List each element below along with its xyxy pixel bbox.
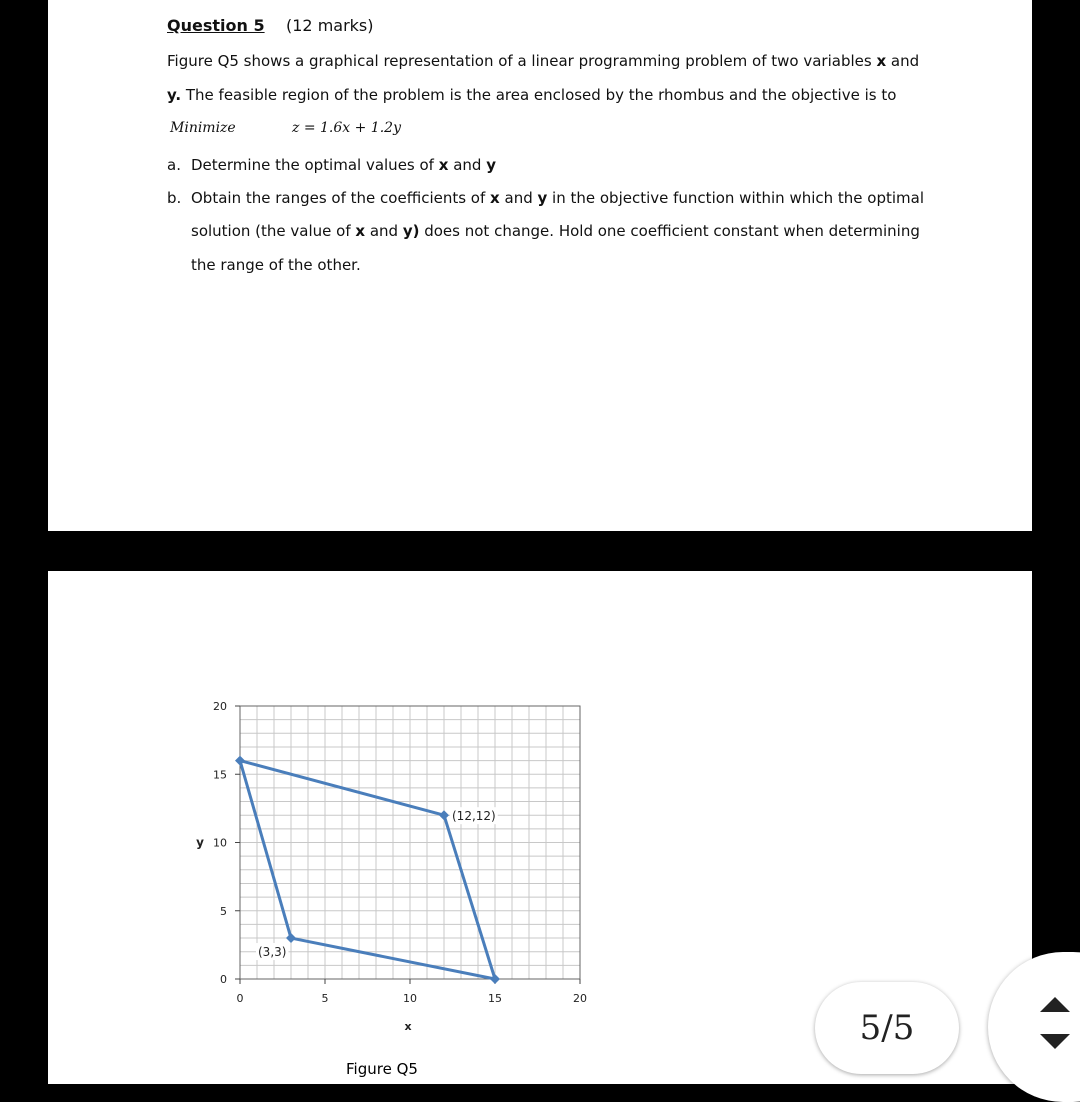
y-tick-label: 20 xyxy=(213,700,227,713)
annotation-label: (3,3) xyxy=(258,945,287,960)
part-b-line-1: Obtain the ranges of the coefficients of x and y in the objective function within which the optimal xyxy=(191,189,925,207)
y-axis-label: y xyxy=(196,835,204,850)
y-tick-label: 0 xyxy=(220,973,227,986)
prev-page-arrow-icon[interactable] xyxy=(1040,997,1070,1012)
intro-line-1: Figure Q5 shows a graphical representation of a linear programming problem of two variables x and xyxy=(167,52,920,70)
vertex-marker xyxy=(286,933,296,943)
minimize-label: Minimize xyxy=(170,120,236,136)
y-tick-label: 5 xyxy=(220,904,227,918)
vertex-marker xyxy=(490,974,500,984)
figure-caption: Figure Q5 xyxy=(346,1060,418,1078)
question-title: Question 5 xyxy=(167,16,265,35)
y-tick-label: 15 xyxy=(213,768,227,782)
part-b-line-2: solution (the value of x and y) does not change. Hold one coefficient constant when determining xyxy=(191,222,920,240)
intro-line-2: y. The feasible region of the problem is the area enclosed by the rhombus and the objective is to xyxy=(167,86,897,104)
objective-function: z = 1.6x + 1.2y xyxy=(292,120,401,136)
question-marks: (12 marks) xyxy=(286,16,374,35)
x-tick-label: 20 xyxy=(573,992,587,1005)
vertex-marker xyxy=(439,810,449,820)
x-tick-label: 15 xyxy=(488,992,502,1005)
x-axis-label: x xyxy=(404,1020,412,1033)
annotation-label: (12,12) xyxy=(452,809,496,824)
part-a-label: a. xyxy=(167,156,181,174)
next-page-arrow-icon[interactable] xyxy=(1040,1034,1070,1049)
part-b-line-3: the range of the other. xyxy=(191,256,361,274)
page-1 xyxy=(48,0,1032,531)
part-b-label: b. xyxy=(167,189,182,207)
vertex-marker xyxy=(235,756,245,766)
page-indicator[interactable]: 5/5 xyxy=(815,982,959,1074)
x-tick-label: 5 xyxy=(321,992,329,1005)
x-tick-label: 10 xyxy=(403,992,417,1005)
x-tick-label: 0 xyxy=(236,992,244,1005)
y-tick-label: 10 xyxy=(213,836,227,850)
part-a-text: Determine the optimal values of x and y xyxy=(191,156,496,174)
